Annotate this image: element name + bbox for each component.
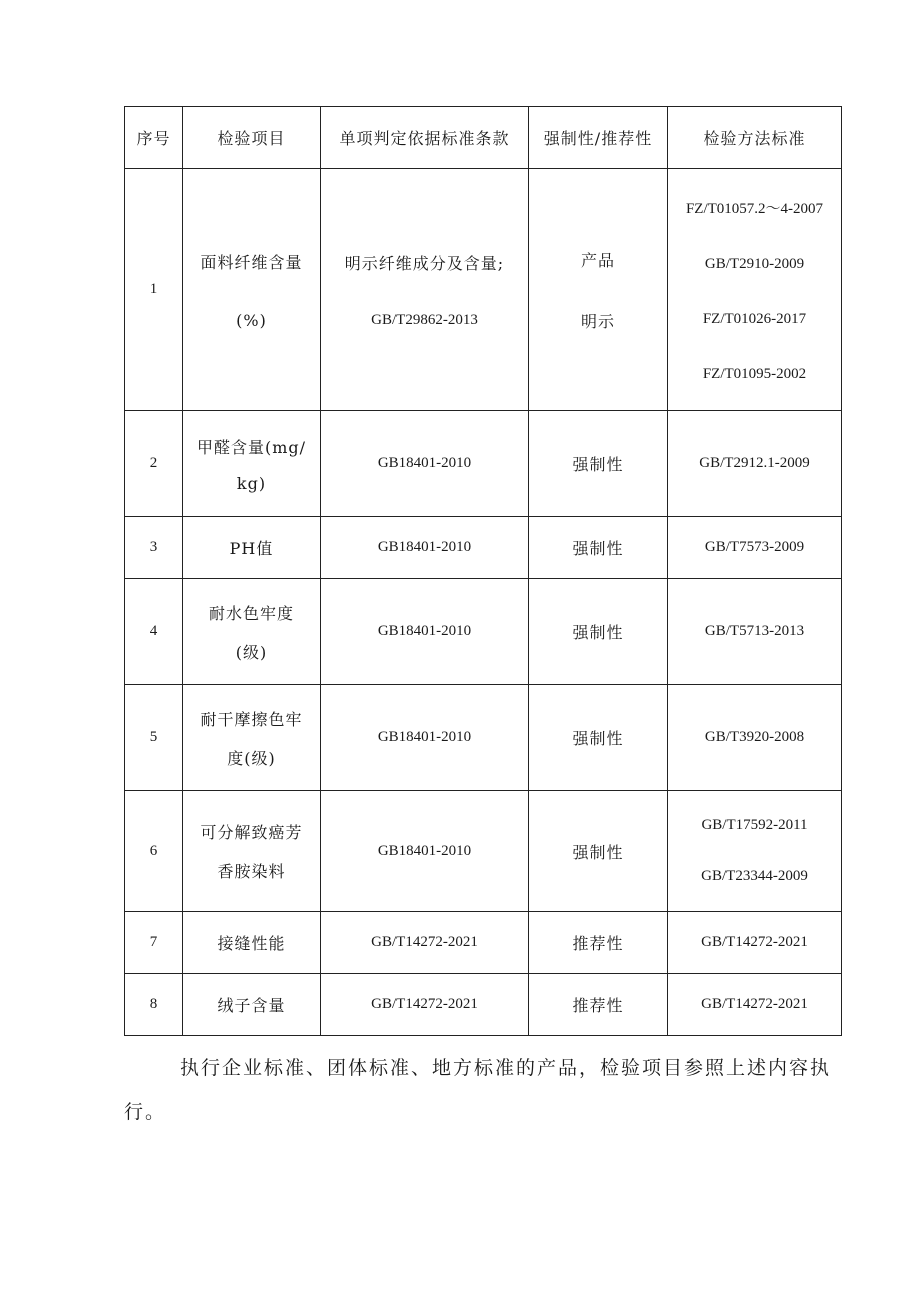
basis-text: GB18401-2010 (377, 623, 472, 639)
cell-item (183, 791, 321, 912)
table-row (125, 169, 842, 411)
basis-text: GB18401-2010 (377, 539, 472, 555)
method-text: FZ/T01057.2～4-2007 (685, 200, 824, 217)
cell-basis (321, 411, 529, 517)
cell-method (668, 912, 842, 974)
cell-seq (125, 791, 183, 912)
basis-text: GB18401-2010 (377, 842, 472, 859)
item-text: 接缝性能 (217, 934, 286, 953)
method-text: FZ/T01095-2002 (702, 365, 807, 382)
basis-text: GB18401-2010 (377, 455, 472, 471)
cell-method (668, 974, 842, 1036)
table-row (125, 411, 842, 517)
row-number: 1 (149, 281, 158, 297)
cell-basis (321, 974, 529, 1036)
cell-item (183, 169, 321, 411)
row-number: 5 (149, 729, 158, 745)
item-text: 度(级) (227, 748, 276, 768)
nature-text: 强制性 (572, 539, 624, 558)
table-header-row (125, 107, 842, 169)
method-text: GB/T3920-2008 (704, 729, 805, 745)
nature-text: 明示 (580, 311, 615, 331)
item-text: (%) (236, 310, 267, 330)
nature-text: 强制性 (572, 842, 624, 862)
basis-text: GB/T29862-2013 (371, 311, 478, 328)
cell-method (668, 791, 842, 912)
row-number: 3 (149, 539, 158, 555)
basis-text: GB/T14272-2021 (371, 996, 478, 1012)
cell-seq (125, 169, 183, 411)
method-text: GB/T2910-2009 (704, 255, 805, 272)
method-text: GB/T17592-2011 (701, 816, 808, 833)
table-row (125, 791, 842, 912)
method-text: GB/T14272-2021 (701, 996, 808, 1012)
nature-text: 强制性 (572, 623, 624, 642)
item-text: (级) (235, 642, 268, 662)
cell-seq (125, 912, 183, 974)
nature-text: 产品 (580, 250, 615, 270)
cell-basis (321, 685, 529, 791)
cell-basis (321, 579, 529, 685)
cell-method (668, 411, 842, 517)
basis-text: GB/T14272-2021 (371, 934, 478, 950)
header-item: 检验项目 (183, 107, 321, 169)
inspection-table (124, 106, 842, 1036)
table-row (125, 517, 842, 579)
method-text: GB/T23344-2009 (701, 868, 808, 885)
cell-method (668, 517, 842, 579)
method-text: FZ/T01026-2017 (702, 310, 807, 327)
header-method: 检验方法标准 (668, 107, 842, 169)
header-seq: 序号 (125, 107, 183, 169)
item-text: 耐干摩擦色牢 (200, 709, 303, 729)
table-row (125, 974, 842, 1036)
item-text: 可分解致癌芳 (200, 823, 303, 842)
method-text: GB/T14272-2021 (701, 934, 808, 950)
cell-item (183, 974, 321, 1036)
item-text: 耐水色牢度 (208, 603, 294, 623)
item-text: 绒子含量 (217, 996, 286, 1015)
basis-text: GB18401-2010 (377, 729, 472, 745)
nature-text: 推荐性 (572, 934, 624, 953)
cell-nature (529, 685, 668, 791)
cell-item (183, 912, 321, 974)
method-text: GB/T7573-2009 (704, 539, 805, 555)
item-text: PH值 (229, 539, 274, 558)
footnote-paragraph: 执行企业标准、团体标准、地方标准的产品，检验项目参照上述内容执行。 (124, 1057, 832, 1123)
header-nature: 强制性/推荐性 (529, 107, 668, 169)
cell-seq (125, 517, 183, 579)
cell-nature (529, 169, 668, 411)
table-row (125, 579, 842, 685)
cell-nature (529, 411, 668, 517)
cell-nature (529, 579, 668, 685)
table-row (125, 685, 842, 791)
cell-basis (321, 517, 529, 579)
cell-method (668, 685, 842, 791)
item-text: kg) (236, 473, 267, 493)
method-text: GB/T2912.1-2009 (699, 455, 810, 471)
basis-text: 明示纤维成分及含量; (344, 253, 505, 273)
nature-text: 强制性 (572, 729, 624, 748)
cell-seq (125, 411, 183, 517)
cell-seq (125, 974, 183, 1036)
nature-text: 强制性 (572, 455, 624, 474)
cell-item (183, 517, 321, 579)
row-number: 2 (149, 455, 158, 471)
row-number: 6 (149, 842, 158, 859)
cell-method (668, 169, 842, 411)
nature-text: 推荐性 (572, 996, 624, 1015)
cell-item (183, 685, 321, 791)
cell-seq (125, 579, 183, 685)
cell-item (183, 579, 321, 685)
table-row (125, 912, 842, 974)
item-text: 甲醛含量(mg/ (196, 437, 307, 457)
cell-basis (321, 912, 529, 974)
item-text: 面料纤维含量 (200, 252, 303, 272)
method-text: GB/T5713-2013 (704, 623, 805, 639)
cell-nature (529, 517, 668, 579)
cell-item (183, 411, 321, 517)
cell-nature (529, 974, 668, 1036)
row-number: 7 (149, 934, 158, 950)
cell-seq (125, 685, 183, 791)
cell-nature (529, 912, 668, 974)
cell-nature (529, 791, 668, 912)
cell-method (668, 579, 842, 685)
item-text: 香胺染料 (217, 862, 286, 881)
row-number: 8 (149, 996, 158, 1012)
row-number: 4 (149, 623, 158, 639)
header-basis: 单项判定依据标准条款 (321, 107, 529, 169)
cell-basis (321, 791, 529, 912)
cell-basis (321, 169, 529, 411)
